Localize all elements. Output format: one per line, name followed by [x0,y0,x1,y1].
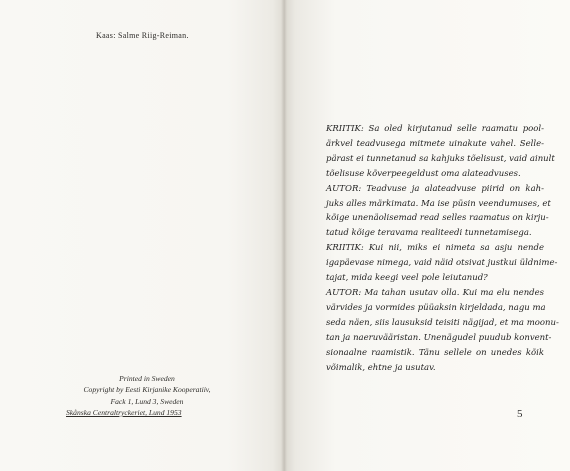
text-line: KRIITIK: Kui nii, miks ei nimeta sa asju nende [326,243,544,254]
left-page [0,0,284,471]
text-line: tan ja naeruvääristan. Unenägudel puudub konvent- [326,332,552,343]
paragraph-author-2 [316,286,559,375]
imprint-printer [62,407,232,418]
text-line: AUTOR: Ma tahan usutav olla. Kui ma elu nendes [326,287,544,298]
text-line: värvides ja vormides püüaksin kirjeldada, nagu ma [326,302,546,313]
paragraph-author-1 [316,182,551,242]
paragraph-critic-1 [316,122,555,182]
text-line: ärkvel teadvusega mitmete uinakute vahel. Selle- [326,138,544,149]
text-line: pärast ei tunnetanud sa kahjuks tõelisust, vaid ainult [326,153,555,164]
imprint-address: Fack 1, Lund 3, Sweden [110,396,184,406]
text-line: KRIITIK: Sa oled kirjutanud selle raamatu pool- [326,124,544,134]
right-page [284,0,570,471]
imprint-copyright: Copyright by Eesti Kirjanike Kooperatiiv, [83,385,211,395]
page-number: 5 [517,408,523,420]
text-line: juks alles märkimata. Ma ise püsin veendumuses, et [326,198,551,209]
text-line: tajat, mida keegi veel pole leiutanud? [326,273,488,284]
cover-credit: Kaas: Salme Riig-Reiman. [96,31,189,40]
text-line: tatud kõige teravama realiteedi tunnetamisega. [326,228,532,239]
text-line: võimalik, ehtne ja usutav. [326,362,436,373]
text-line: kõige unenäolisemad read selles raamatus on kirju- [326,213,549,224]
imprint-block [62,373,232,418]
text-line: seda näen, siis lausuksid teisiti nägijad, et ma moonu- [326,317,559,328]
dialogue-text [316,122,559,375]
text-line: tõelisuse kõverpeegeldust oma alateadvuses. [326,168,521,179]
text-line: AUTOR: Teadvuse ja alateadvuse piirid on kah- [326,183,544,194]
paragraph-critic-2 [316,241,558,286]
imprint-printer-text: Skånska Centraltryckeriet, Lund 1953 [66,407,182,417]
text-line: igapäevase nimega, vaid näid otsivat justkui üldnime- [326,258,558,269]
imprint-printed-in: Printed in Sweden [119,374,175,383]
book-gutter [281,0,287,471]
text-line: sionaalne raamistik. Tänu sellele on unedes kõik [326,347,544,358]
